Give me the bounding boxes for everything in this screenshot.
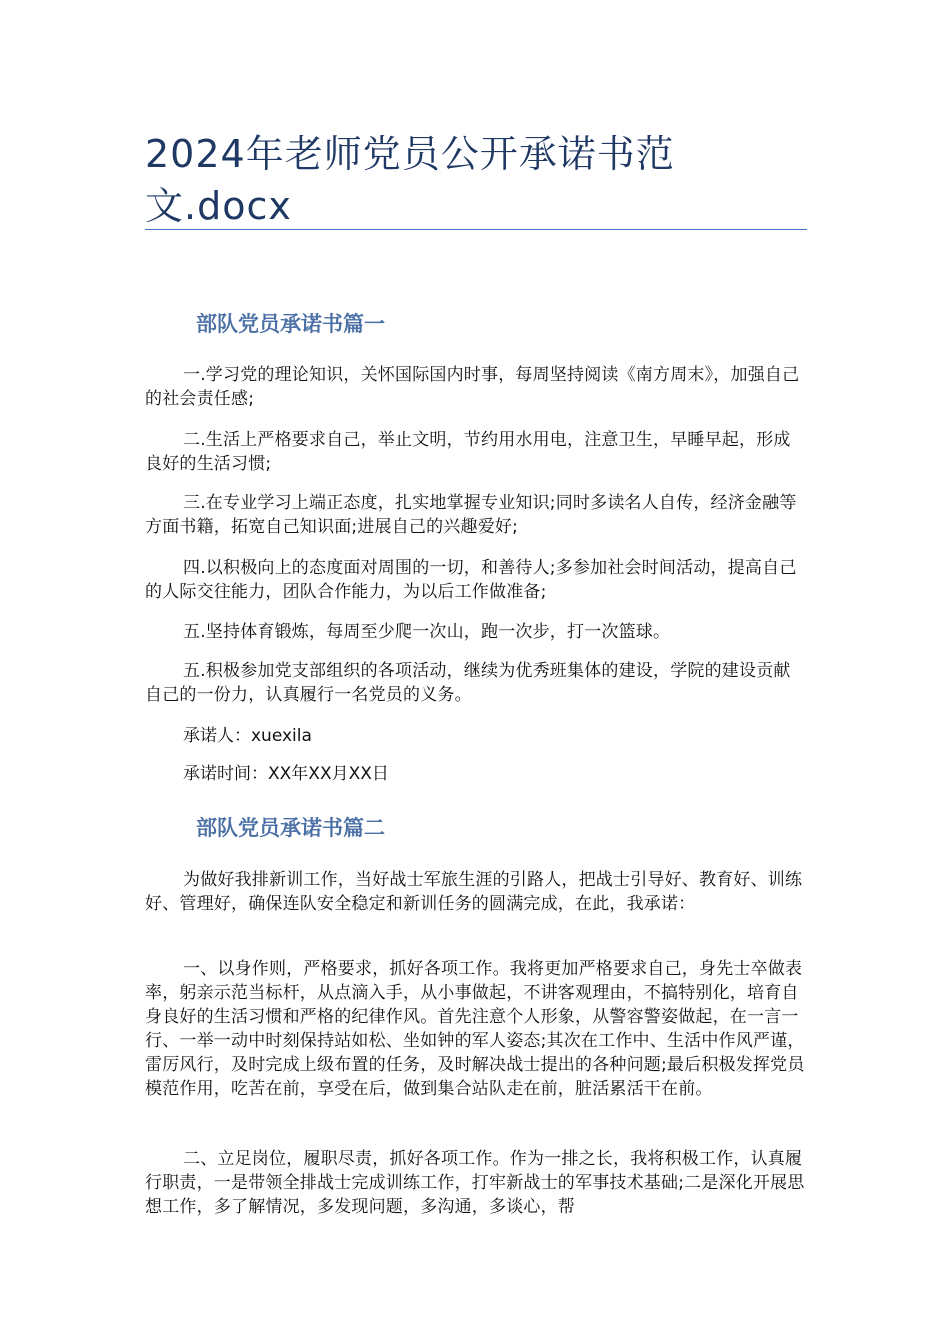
signer-line: 承诺人：xuexila [183, 726, 312, 746]
section-heading-1: 部队党员承诺书篇一 [196, 312, 385, 336]
paragraph: 二.生活上严格要求自己，举止文明，节约用水用电，注意卫生，早睡早起，形成良好的生活习惯; [145, 430, 791, 474]
paragraph: 三.在专业学习上端正态度，扎实地掌握专业知识;同时多读名人自传，经济金融等方面书籍，拓宽自己知识面;进展自己的兴趣爱好; [145, 493, 797, 537]
paragraph: 一.学习党的理论知识，关怀国际国内时事，每周坚持阅读《南方周末》，加强自己的社会责任感; [145, 365, 800, 409]
paragraph: 五.坚持体育锻炼，每周至少爬一次山，跑一次步，打一次篮球。 [183, 622, 671, 642]
paragraph: 二、立足岗位，履职尽责，抓好各项工作。作为一排之长，我将积极工作，认真履行职责，一是带领全排战士完成训练工作，打牢新战士的军事技术基础;二是深化开展思想工作，多了解情况，多发现问题，多沟通，多谈心，帮 [145, 1149, 805, 1217]
paragraph: 四.以积极向上的态度面对周围的一切，和善待人;多参加社会时间活动，提高自己的人际交往能力，团队合作能力，为以后工作做准备; [145, 558, 797, 602]
paragraph: 一、以身作则，严格要求，抓好各项工作。我将更加严格要求自己，身先士卒做表率，躬亲示范当标杆，从点滴入手，从小事做起，不讲客观理由，不搞特别化，培育自身良好的生活习惯和严格的纪律作风。首先注意个人形象，从警容警姿做起，在一言一行、一举一动中时刻保持站如松、坐如钟的军人姿态;其次在工作中、生活中作风严谨，雷厉风行，及时完成上级布置的任务，及时解决战士提出的各种问题;最后积极发挥党员模范作用，吃苦在前，享受在后，做到集合站队走在前，脏活累活干在前。 [145, 959, 805, 1099]
document-title: 2024年老师党员公开承诺书范文.docx [145, 132, 675, 228]
paragraph: 五.积极参加党支部组织的各项活动，继续为优秀班集体的建设，学院的建设贡献自己的一份力，认真履行一名党员的义务。 [145, 661, 791, 705]
title-divider [145, 229, 807, 230]
section-heading-2: 部队党员承诺书篇二 [196, 816, 385, 840]
date-line: 承诺时间：XX年XX月XX日 [183, 764, 389, 784]
paragraph: 为做好我排新训工作，当好战士军旅生涯的引路人，把战士引导好、教育好、训练好、管理好，确保连队安全稳定和新训任务的圆满完成，在此，我承诺： [145, 870, 803, 914]
